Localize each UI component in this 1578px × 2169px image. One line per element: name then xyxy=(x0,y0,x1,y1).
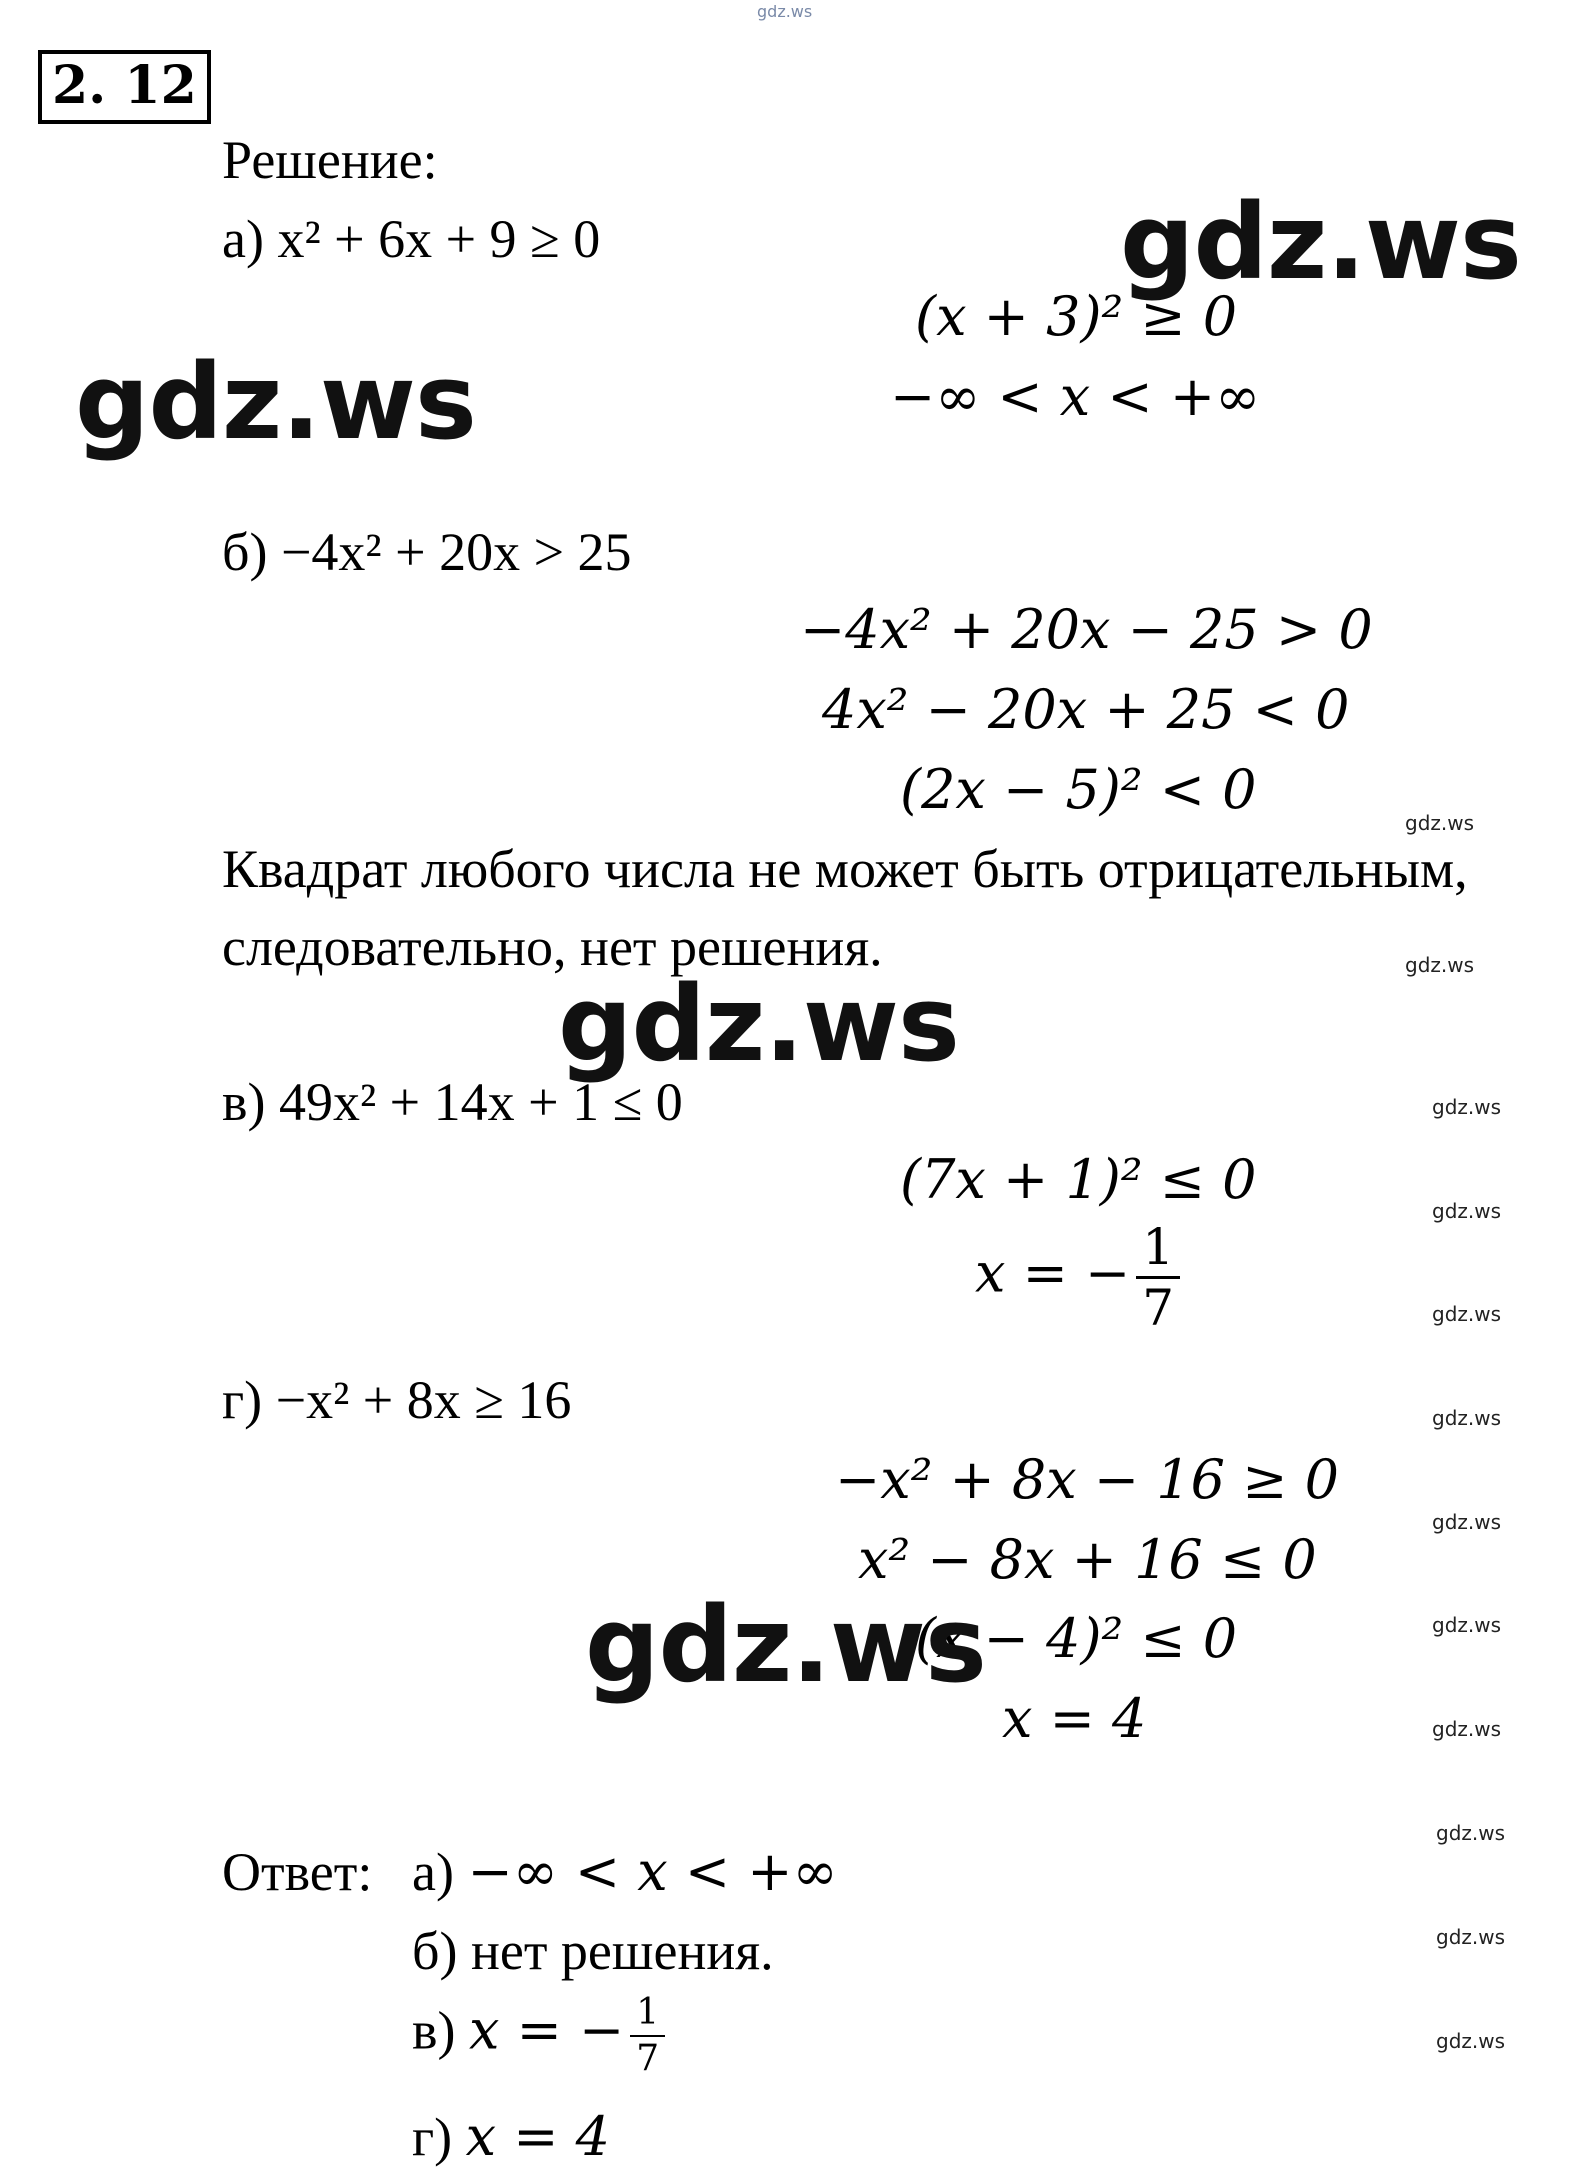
watermark-small: gdz.ws xyxy=(1432,1613,1502,1637)
answer-b-value: нет решения. xyxy=(470,1921,774,1981)
watermark-small: gdz.ws xyxy=(1432,1095,1502,1119)
answer-g-value: x = 4 xyxy=(465,2105,611,2168)
part-v-result-lhs: x = − xyxy=(975,1241,1131,1305)
part-b-conclusion-line-1: Квадрат любого числа не может быть отрицательным, xyxy=(222,839,1468,899)
watermark-small: gdz.ws xyxy=(1432,1302,1502,1326)
part-b-step-3: (2x − 5)² < 0 xyxy=(900,758,1257,821)
watermark-small: gdz.ws xyxy=(1432,1199,1502,1223)
watermark-large: gdz.ws xyxy=(558,963,959,1085)
part-g-letter: г) xyxy=(222,1370,263,1430)
part-b-inequality: −4x² + 20x > 25 xyxy=(280,522,632,582)
part-b-letter: б) xyxy=(222,522,268,582)
watermark-large: gdz.ws xyxy=(585,1584,986,1706)
answer-label: Ответ: xyxy=(222,1842,373,1902)
solution-label: Решение: xyxy=(222,130,438,190)
watermark-small: gdz.ws xyxy=(1432,1510,1502,1534)
fraction-numerator: 1 xyxy=(636,1992,660,2033)
part-g-step-3: (x − 4)² ≤ 0 xyxy=(915,1607,1238,1670)
part-g-inequality: −x² + 8x ≥ 16 xyxy=(275,1370,572,1430)
problem-number: 2. 12 xyxy=(38,50,211,124)
fraction-numerator: 1 xyxy=(1142,1218,1175,1276)
part-b-conclusion-line-2: следовательно, нет решения. xyxy=(222,917,883,977)
answer-a-value: −∞ < x < +∞ xyxy=(467,1840,838,1903)
part-a-step-1: (x + 3)² ≥ 0 xyxy=(915,285,1238,348)
answer-b xyxy=(412,1921,774,1981)
watermark-small: gdz.ws xyxy=(1436,2029,1506,2053)
answer-g-letter: г) xyxy=(412,2107,453,2167)
part-v-result-fraction xyxy=(1136,1218,1180,1337)
part-g-statement xyxy=(222,1370,572,1430)
part-v-inequality: 49x² + 14x + 1 ≤ 0 xyxy=(278,1072,683,1132)
answer-g xyxy=(412,2105,611,2168)
answer-v-lhs: x = − xyxy=(468,1998,625,2062)
answer-v-fraction xyxy=(630,1992,665,2079)
part-g-step-1: −x² + 8x − 16 ≥ 0 xyxy=(835,1448,1339,1511)
answer-b-letter: б) xyxy=(412,1921,458,1981)
watermark-small: gdz.ws xyxy=(1405,953,1475,977)
watermark-small: gdz.ws xyxy=(1432,1717,1502,1741)
part-a-letter: а) xyxy=(222,209,264,269)
part-b-statement xyxy=(222,522,632,582)
watermark-large: gdz.ws xyxy=(75,341,476,463)
part-a-inequality: x² + 6x + 9 ≥ 0 xyxy=(277,209,601,269)
part-g-step-4: x = 4 xyxy=(1002,1687,1147,1750)
answer-v-letter: в) xyxy=(412,2000,456,2061)
part-v-letter: в) xyxy=(222,1072,266,1132)
part-b-step-1: −4x² + 20x − 25 > 0 xyxy=(800,598,1373,661)
fraction-denominator: 7 xyxy=(1142,1279,1175,1337)
top-watermark: gdz.ws xyxy=(757,2,813,21)
part-a-statement xyxy=(222,209,601,269)
part-v-result xyxy=(975,1218,1180,1337)
part-a-step-2: −∞ < x < +∞ xyxy=(890,365,1261,428)
answer-a-letter: а) xyxy=(412,1842,454,1902)
watermark-small: gdz.ws xyxy=(1436,1821,1506,1845)
fraction-denominator: 7 xyxy=(636,2038,660,2079)
watermark-small: gdz.ws xyxy=(1405,811,1475,835)
part-b-step-2: 4x² − 20x + 25 < 0 xyxy=(822,678,1350,741)
watermark-small: gdz.ws xyxy=(1436,1925,1506,1949)
part-g-step-2: x² − 8x + 16 ≤ 0 xyxy=(858,1528,1317,1591)
answer-a xyxy=(412,1840,838,1903)
watermark-small: gdz.ws xyxy=(1432,1406,1502,1430)
part-v-step-1: (7x + 1)² ≤ 0 xyxy=(900,1148,1257,1211)
watermark-large: gdz.ws xyxy=(1120,181,1521,303)
answer-v xyxy=(412,1992,665,2079)
